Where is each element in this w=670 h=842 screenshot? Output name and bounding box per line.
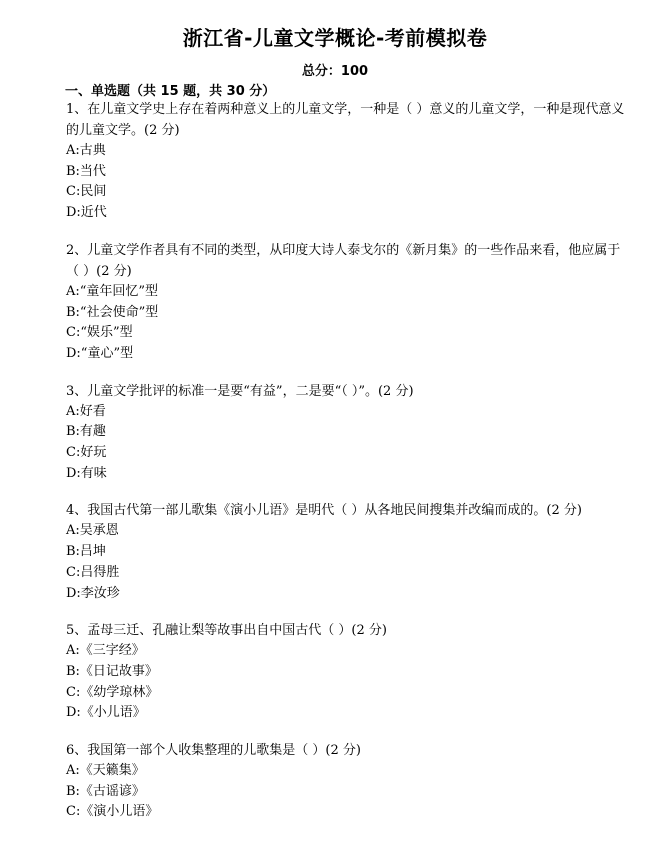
- option-d: D:近代: [66, 205, 107, 221]
- option-c: C:《幼学琼林》: [66, 684, 159, 700]
- option-d: D:有味: [66, 465, 107, 481]
- option-d: D:李汝珍: [66, 585, 120, 601]
- option-b: B:有趣: [66, 424, 106, 440]
- question-6: [66, 740, 626, 823]
- option-c: C:好玩: [66, 445, 107, 461]
- option-a: A:古典: [66, 143, 106, 158]
- question-1: [66, 99, 626, 224]
- option-b: B:“社会使命”型: [66, 304, 159, 320]
- option-c: C:《演小儿语》: [66, 804, 159, 820]
- option-a: A:《三字经》: [66, 643, 145, 659]
- page-title: 浙江省-儿童文学概论-考前模拟卷: [182, 26, 488, 50]
- option-b: B:《古谣谚》: [66, 783, 145, 799]
- question-stem: 1、在儿童文学史上存在着两种意义上的儿童文学，一种是（ ）意义的儿童文学，一种是现代意义的儿童文学。(2 分): [66, 102, 625, 138]
- option-a: A:“童年回忆”型: [66, 283, 159, 299]
- question-stem: 5、孟母三迁、孔融让梨等故事出自中国古代（ ）(2 分): [66, 623, 387, 639]
- question-3: [66, 381, 626, 485]
- option-a: A:《天籁集》: [66, 763, 145, 779]
- option-b: B:吕坤: [66, 544, 106, 560]
- total-score: 总分：100: [301, 64, 369, 79]
- question-5: [66, 620, 626, 724]
- question-list: [66, 99, 626, 839]
- option-a: A:好看: [66, 403, 106, 419]
- question-stem: 2、儿童文学作者具有不同的类型，从印度大诗人泰戈尔的《新月集》的一些作品来看，他应属于（ ）(2 分): [66, 242, 621, 279]
- question-stem: 3、儿童文学批评的标准一是要“有益”，二是要“（ ）”。(2 分): [66, 383, 414, 399]
- option-d: D:“童心”型: [66, 345, 134, 361]
- question-stem: 4、我国古代第一部儿歌集《演小儿语》是明代（ ）从各地民间搜集并改编而成的。(2 分): [66, 503, 582, 519]
- option-b: B:当代: [66, 163, 106, 179]
- option-c: C:吕得胜: [66, 564, 120, 580]
- option-a: A:吴承恩: [66, 523, 119, 539]
- section-heading: 一、单选题（共 15 题，共 30 分）: [65, 84, 276, 99]
- option-c: C:“娱乐”型: [66, 325, 133, 341]
- option-d: D:《小儿语》: [66, 705, 146, 721]
- question-2: [66, 240, 626, 365]
- question-stem: 6、我国第一部个人收集整理的儿歌集是（ ）(2 分): [66, 743, 361, 759]
- option-c: C:民间: [66, 184, 107, 200]
- question-4: [66, 500, 626, 604]
- option-b: B:《日记故事》: [66, 663, 158, 679]
